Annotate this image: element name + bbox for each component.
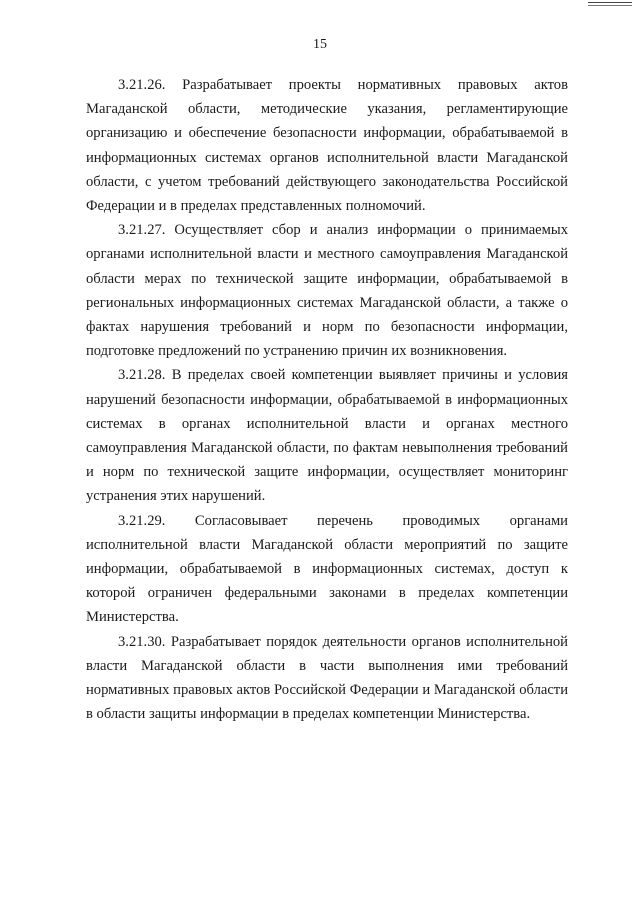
document-body	[86, 73, 568, 726]
paragraph-3-21-28: 3.21.28. В пределах своей компетенции выявляет причины и условия нарушений безопасности информации, обрабатываемой в информационных системах в органах исполнительной власти и органах местного самоуправления Магаданской области, по фактам невыполнения требований и норм по технической защите информации, осуществляет мониторинг устранения этих нарушений.	[86, 367, 568, 505]
paragraph-3-21-26: 3.21.26. Разрабатывает проекты нормативных правовых актов Магаданской области, методические указания, регламентирующие организацию и обеспечение безопасности информации, обрабатываемой в информационных системах органов исполнительной власти Магаданской области, с учетом требований действующего законодательства Российской Федерации и в пределах представленных полномочий.	[86, 77, 568, 215]
paragraph-3-21-29: 3.21.29. Согласовывает перечень проводимых органами исполнительной власти Магаданской области мероприятий по защите информации, обрабатываемой в информационных системах, доступ к которой ограничен федеральными законами в пределах компетенции Министерства.	[86, 512, 568, 626]
page-number: 15	[313, 37, 327, 52]
corner-scan-mark	[588, 2, 632, 6]
paragraph-3-21-27: 3.21.27. Осуществляет сбор и анализ информации о принимаемых органами исполнительной власти и местного самоуправления Магаданской области мерах по технической защите информации, обрабатываемой в региональных информационных системах Магаданской области, а также о фактах нарушения требований и норм по безопасности информации, подготовке предложений по устранению причин их возникновения.	[86, 222, 568, 360]
paragraph-3-21-30: 3.21.30. Разрабатывает порядок деятельности органов исполнительной власти Магаданской области в части выполнения ими требований нормативных правовых актов Российской Федерации и Магаданской области в области защиты информации в пределах компетенции Министерства.	[86, 633, 568, 723]
